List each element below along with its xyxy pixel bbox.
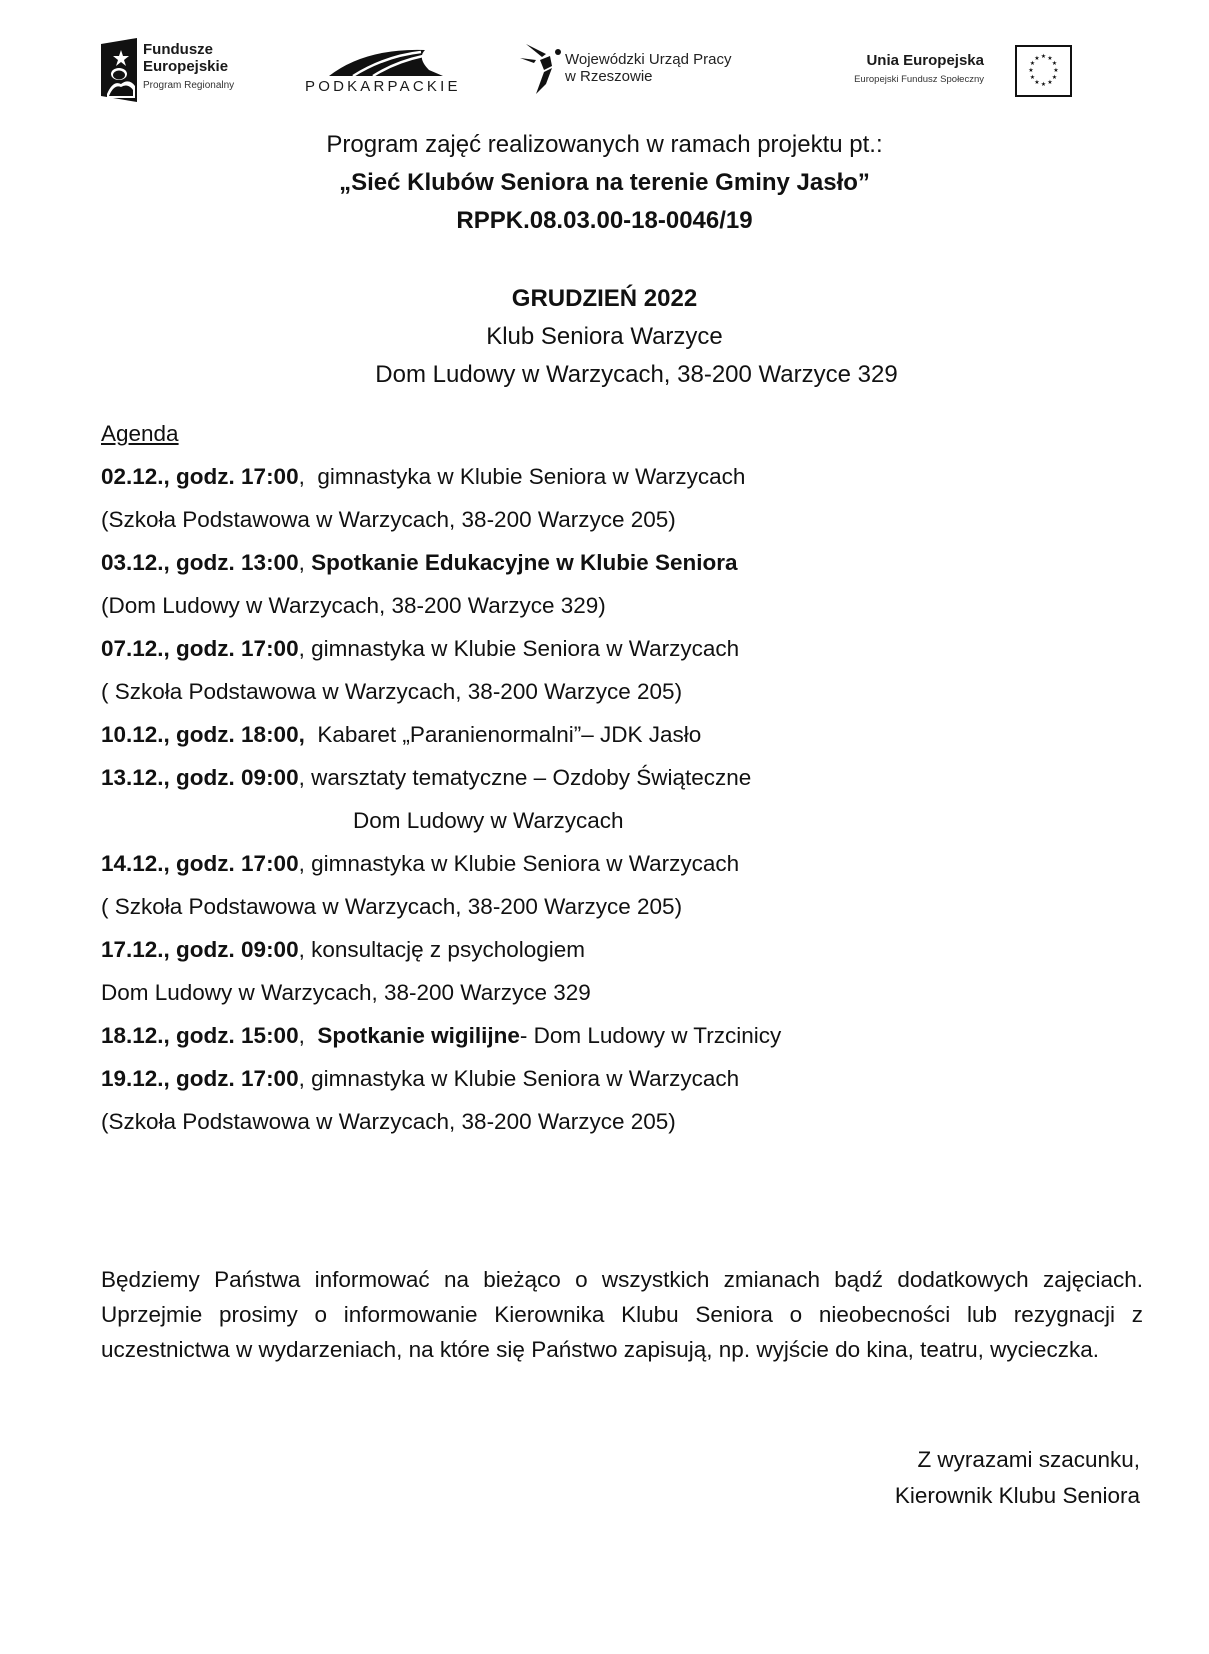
agenda-item-date: 17.12., godz. 09:00 (101, 937, 299, 962)
month-block (0, 282, 1209, 392)
ue-line2: Europejski Fundusz Społeczny (854, 74, 984, 85)
agenda-item (101, 1057, 1101, 1100)
club-address: Dom Ludowy w Warzycach, 38-200 Warzyce 329 (375, 361, 898, 388)
intro-line: Program zajęć realizowanych w ramach projektu pt.: (326, 131, 883, 158)
agenda-item-separator: , (298, 937, 312, 962)
agenda-item-activity: gimnastyka w Klubie Seniora w Warzycach (311, 1066, 740, 1091)
wup-logo (520, 42, 780, 102)
podkarpackie-text: PODKARPACKIE (305, 78, 461, 95)
wup-bird-icon (520, 42, 564, 98)
agenda-item-location: Dom Ludowy w Warzycach, 38-200 Warzyce 329 (101, 980, 591, 1005)
agenda-item-date: 19.12., godz. 17:00 (101, 1066, 299, 1091)
agenda-item-separator: , (298, 1023, 318, 1048)
club-name: Klub Seniora Warzyce (486, 323, 723, 350)
agenda-item (101, 627, 1101, 670)
agenda (101, 421, 1101, 1143)
agenda-item-location: ( Szkoła Podstawowa w Warzycach, 38-200 Warzyce 205) (101, 894, 683, 919)
agenda-item-separator: , (298, 464, 318, 489)
svg-text:★: ★ (1047, 55, 1053, 62)
agenda-item-date: 02.12., godz. 17:00 (101, 464, 299, 489)
agenda-item-activity: konsultację z psychologiem (311, 937, 585, 962)
signer-line: Kierownik Klubu Seniora (894, 1483, 1140, 1508)
fundusze-europejskie-logo (95, 36, 265, 106)
svg-text:★: ★ (1040, 53, 1047, 60)
agenda-item-date: 10.12., godz. 18:00, (101, 722, 305, 747)
agenda-item-highlight: Spotkanie wigilijne (317, 1023, 520, 1048)
svg-text:★: ★ (1051, 74, 1058, 81)
agenda-item (101, 713, 1101, 756)
wup-line2: w Rzeszowie (565, 68, 653, 85)
project-code: RPPK.08.03.00-18-0046/19 (456, 207, 753, 234)
agenda-item-location: ( Szkoła Podstawowa w Warzycach, 38-200 Warzyce 205) (101, 679, 683, 704)
agenda-item (101, 756, 1101, 799)
agenda-item-activity: gimnastyka w Klubie Seniora w Warzycach (311, 636, 740, 661)
closing-line: Z wyrazami szacunku, (917, 1447, 1140, 1472)
agenda-item (101, 928, 1101, 971)
wup-line1: Wojewódzki Urząd Pracy (565, 51, 732, 68)
agenda-item-separator: , (298, 765, 312, 790)
agenda-item-date: 14.12., godz. 17:00 (101, 851, 299, 876)
svg-text:★: ★ (1034, 55, 1040, 62)
agenda-item (101, 842, 1101, 885)
svg-text:★: ★ (1029, 74, 1036, 81)
agenda-item (101, 541, 1101, 584)
agenda-item-location: (Szkoła Podstawowa w Warzycach, 38-200 Warzyce 205) (101, 507, 676, 532)
svg-text:★: ★ (1029, 60, 1036, 67)
agenda-item (101, 1014, 1101, 1057)
agenda-item-separator: , (298, 851, 312, 876)
signature-block (895, 1442, 1140, 1514)
agenda-item-activity: Kabaret „Paranienormalni”– JDK Jasło (317, 722, 702, 747)
agenda-title: Agenda (101, 421, 179, 446)
agenda-item-separator: , (298, 1066, 312, 1091)
agenda-item-location: (Szkoła Podstawowa w Warzycach, 38-200 Warzyce 205) (101, 1109, 676, 1134)
agenda-list (101, 455, 1101, 1143)
agenda-title-row (101, 412, 179, 455)
agenda-item (101, 455, 1101, 498)
agenda-item-highlight: Spotkanie Edukacyjne w Klubie Seniora (311, 550, 738, 575)
agenda-item-activity: - Dom Ludowy w Trzcinicy (519, 1023, 782, 1048)
agenda-item-separator: , (298, 636, 312, 661)
agenda-item-date: 13.12., godz. 09:00 (101, 765, 299, 790)
fundusze-line1: Fundusze (143, 41, 213, 58)
fundusze-line3: Program Regionalny (143, 80, 235, 91)
fundusze-europejskie-icon (99, 38, 139, 102)
svg-text:★: ★ (1047, 79, 1053, 86)
agenda-item-date: 03.12., godz. 13:00 (101, 550, 299, 575)
fundusze-line2: Europejskie (143, 58, 229, 75)
podkarpackie-logo (305, 44, 465, 99)
notice-paragraph: Będziemy Państwa informować na bieżąco o wszystkich zmianach bądź dodatkowych zajęciach. Uprzejmie prosimy o informowanie Kierownika Klubu Seniora o nieobecności lub rezygnacji z uczestnictwa w wydarzeniach, na które się Państwo zapisują, np. wyjście do kina, teatru, wycieczka. (101, 1267, 1143, 1362)
document-header (0, 128, 1209, 238)
svg-text:★: ★ (1051, 60, 1058, 67)
agenda-item-date: 18.12., godz. 15:00 (101, 1023, 299, 1048)
ue-logo (820, 42, 1080, 102)
logo-bar (0, 0, 1209, 130)
agenda-item-location: Dom Ludowy w Warzycach (353, 808, 624, 833)
svg-text:★: ★ (1040, 81, 1047, 88)
agenda-item-date: 07.12., godz. 17:00 (101, 636, 299, 661)
project-title: „Sieć Klubów Seniora na terenie Gminy Jasło” (339, 169, 870, 196)
agenda-item-separator: , (298, 550, 312, 575)
svg-text:★: ★ (1034, 79, 1040, 86)
agenda-item-separator (305, 722, 318, 747)
month-title: GRUDZIEŃ 2022 (511, 285, 698, 312)
agenda-item-activity: warsztaty tematyczne – Ozdoby Świąteczne (311, 765, 752, 790)
agenda-item-location: (Dom Ludowy w Warzycach, 38-200 Warzyce 329) (101, 593, 606, 618)
ue-line1: Unia Europejska (866, 52, 984, 69)
mountain-icon (325, 44, 445, 78)
agenda-item-activity: gimnastyka w Klubie Seniora w Warzycach (317, 464, 746, 489)
eu-flag-icon (1015, 45, 1072, 97)
svg-text:★: ★ (1028, 67, 1034, 74)
agenda-item-activity: gimnastyka w Klubie Seniora w Warzycach (311, 851, 740, 876)
svg-text:★: ★ (1053, 67, 1059, 74)
